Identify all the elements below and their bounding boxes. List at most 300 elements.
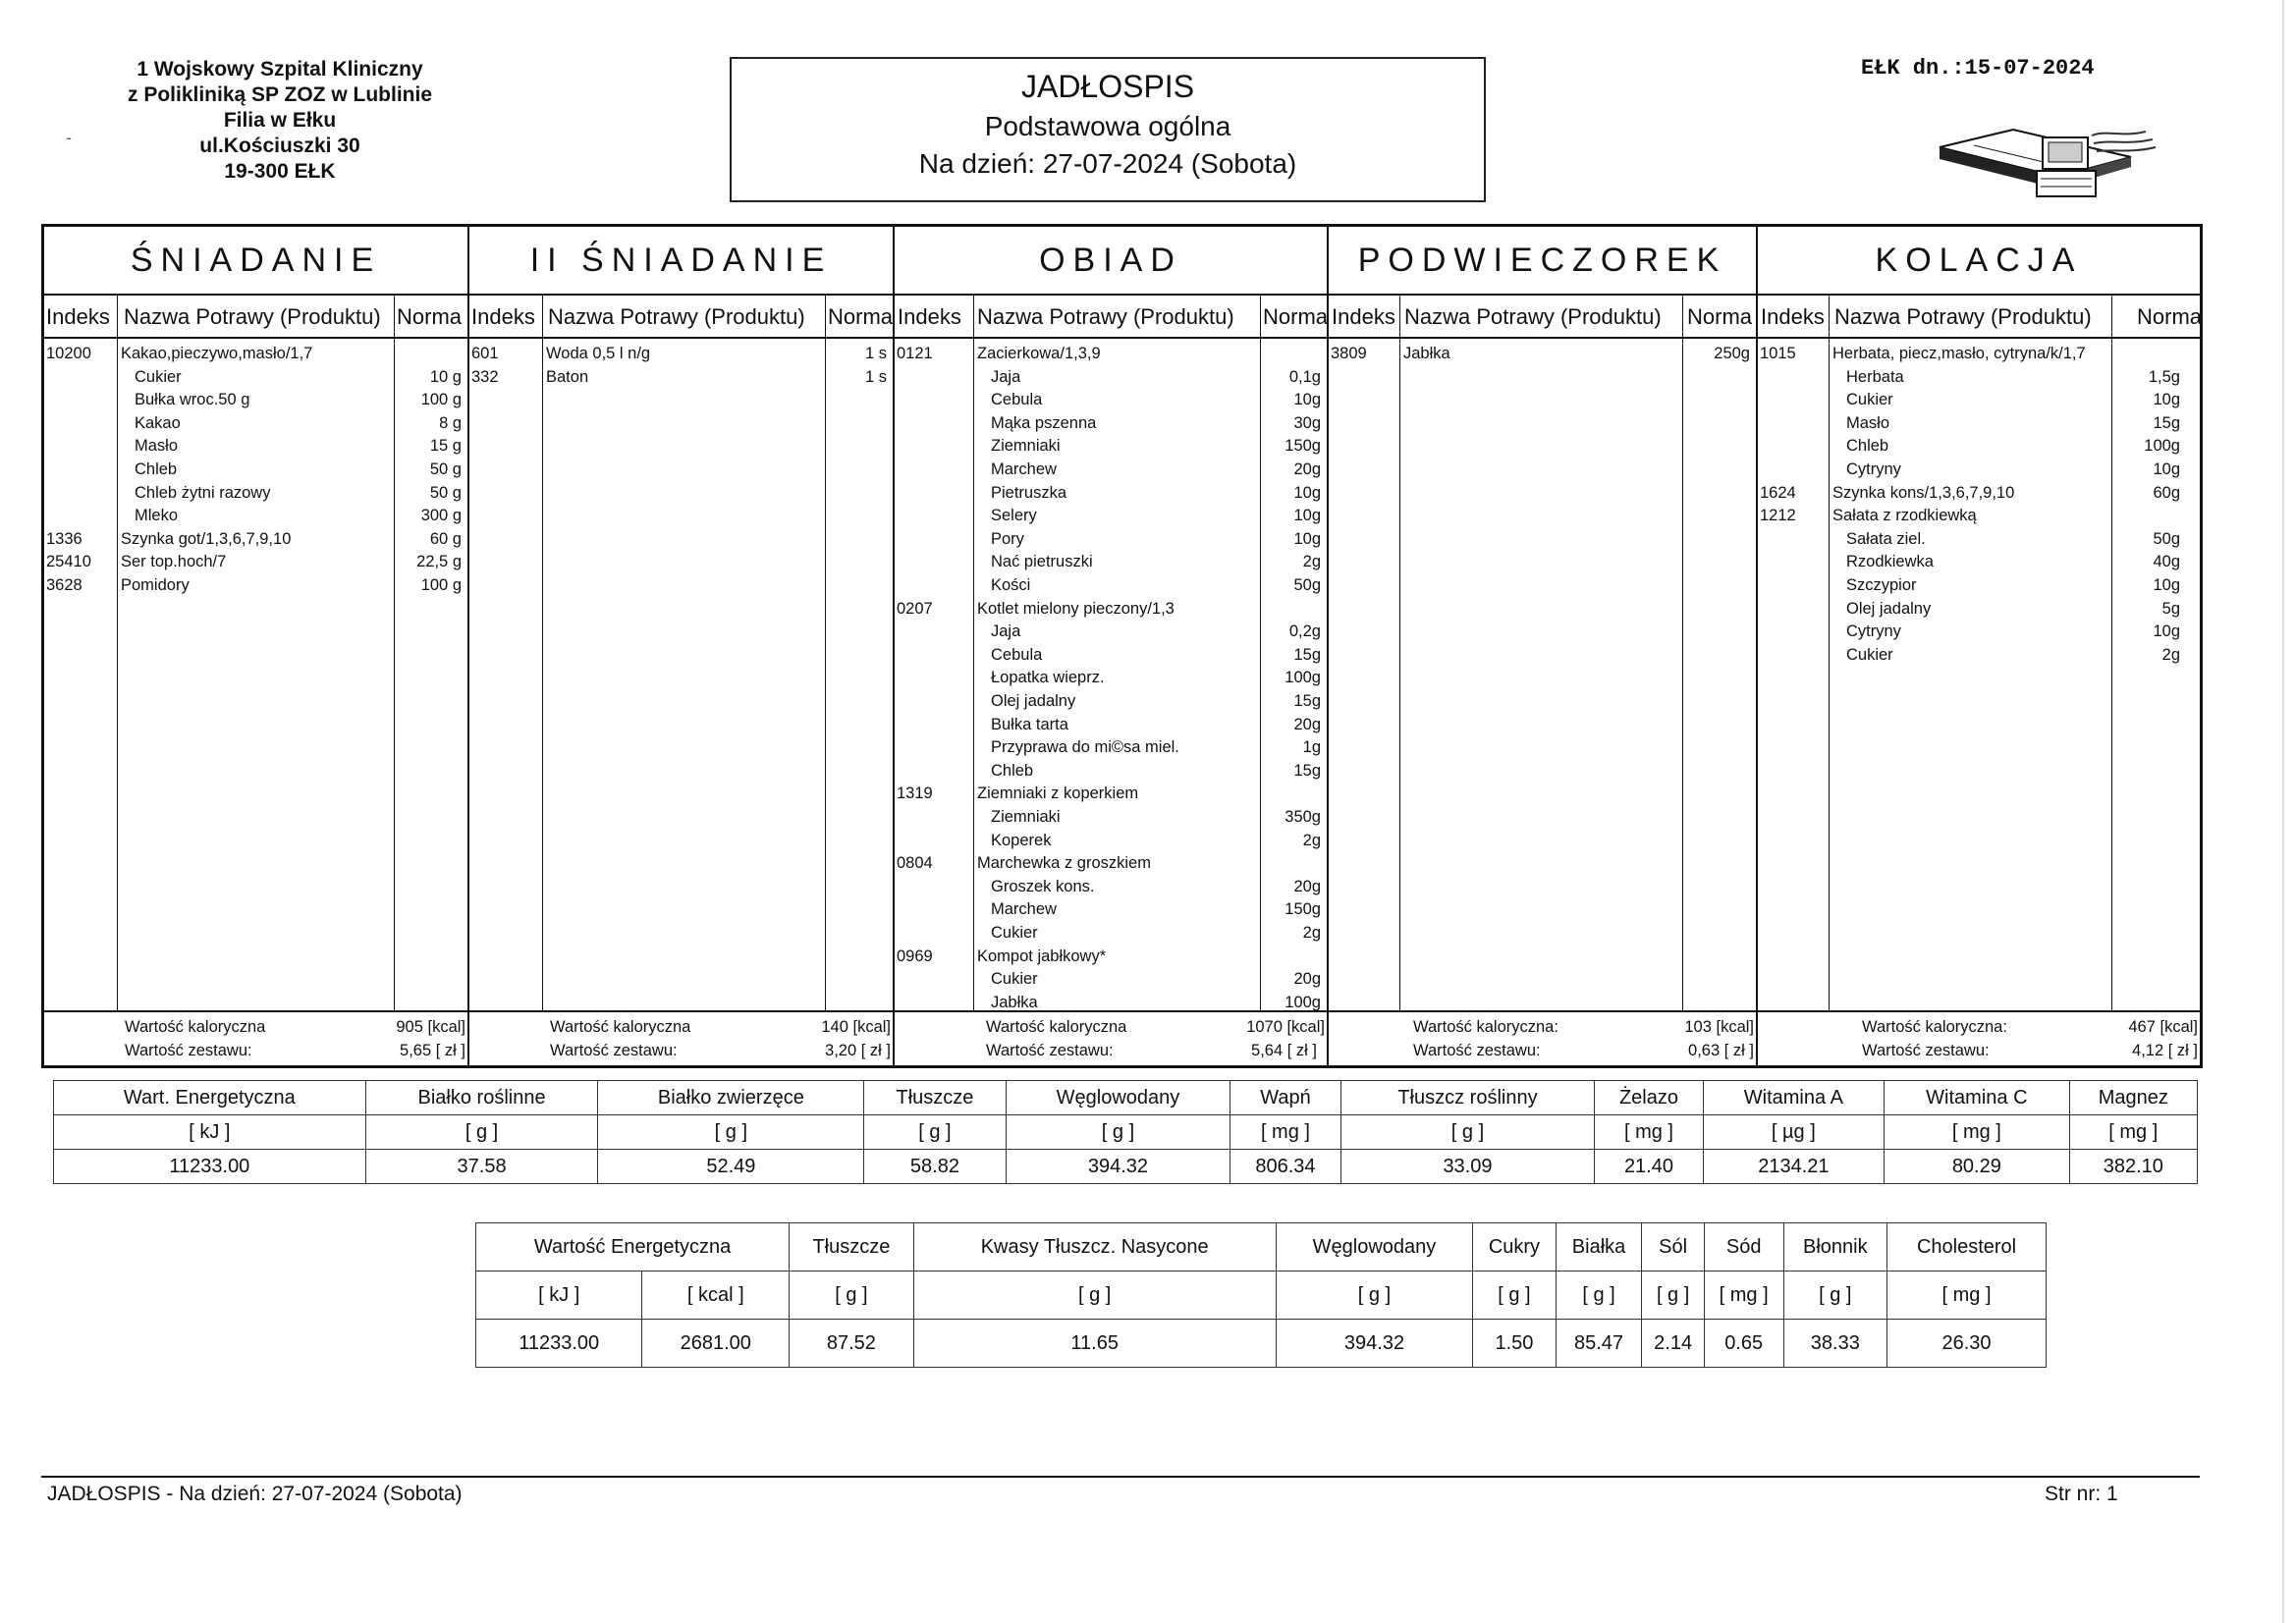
menu-item-row bbox=[1758, 644, 2200, 668]
item-norm: 250g bbox=[1714, 345, 1750, 362]
menu-item-row bbox=[895, 852, 1327, 876]
item-norm: 350g bbox=[1285, 808, 1321, 826]
item-name: Bułka tarta bbox=[991, 715, 1068, 733]
meal-title: II ŚNIADANIE bbox=[469, 227, 893, 296]
menu-item-row bbox=[44, 482, 467, 506]
menu-item-row bbox=[1758, 435, 2200, 459]
name-header: Nazwa Potrawy (Produktu) bbox=[124, 304, 381, 329]
price-value: 0,63 [ zł ] bbox=[1688, 1042, 1754, 1059]
unit-cell: [ g ] bbox=[1473, 1271, 1556, 1320]
meal-lunch bbox=[895, 227, 1329, 1065]
item-name: Pomidory bbox=[121, 576, 190, 594]
kcal-value: 1070 [kcal] bbox=[1246, 1018, 1325, 1036]
item-name: Marchew bbox=[991, 460, 1057, 478]
norm-header: Norma bbox=[828, 304, 894, 329]
header-cell: Tłuszcz roślinny bbox=[1340, 1081, 1595, 1115]
item-name: Cytryny bbox=[1846, 460, 1901, 478]
kcal-value: 140 [kcal] bbox=[821, 1018, 891, 1036]
item-name: Cytryny bbox=[1846, 622, 1901, 641]
menu-item-row bbox=[1758, 528, 2200, 552]
value-row bbox=[54, 1150, 2198, 1184]
column-divider bbox=[2111, 294, 2112, 1012]
menu-item-row bbox=[1758, 389, 2200, 412]
unit-row bbox=[476, 1271, 2047, 1320]
nutrition-table-2 bbox=[475, 1222, 2047, 1368]
header-cell: Białko zwierzęce bbox=[598, 1081, 864, 1115]
unit-cell: [ kJ ] bbox=[54, 1115, 366, 1150]
item-name: Cukier bbox=[991, 924, 1038, 942]
item-name: Jaja bbox=[991, 622, 1021, 641]
scan-edge bbox=[2282, 0, 2284, 1623]
header-cell: Wartość Energetyczna bbox=[476, 1223, 790, 1271]
item-name: Olej jadalny bbox=[1846, 599, 1932, 618]
value-cell: 382.10 bbox=[2069, 1150, 2197, 1184]
item-name: Masło bbox=[1846, 413, 1890, 432]
item-norm: 50g bbox=[2153, 529, 2180, 548]
item-index: 0121 bbox=[897, 345, 933, 362]
item-norm: 1 s bbox=[864, 345, 887, 362]
column-divider bbox=[117, 294, 118, 1012]
column-headers bbox=[1758, 296, 2203, 339]
item-norm: 60 g bbox=[429, 529, 462, 548]
menu-item-row bbox=[895, 621, 1327, 644]
norm-header: Norma bbox=[1263, 304, 1329, 329]
item-name: Cukier bbox=[991, 970, 1038, 989]
unit-cell: [ kJ ] bbox=[476, 1271, 642, 1320]
column-divider bbox=[973, 294, 974, 1012]
column-divider bbox=[1399, 294, 1400, 1012]
value-cell: 26.30 bbox=[1887, 1320, 2047, 1368]
menu-item-row bbox=[895, 667, 1327, 690]
item-name: Pietruszka bbox=[991, 483, 1067, 502]
menu-item-row bbox=[895, 806, 1327, 830]
item-name: Herbata, piecz,masło, cytryna/k/1,7 bbox=[1832, 345, 2086, 362]
item-norm: 0,2g bbox=[1288, 622, 1321, 641]
menu-item-row bbox=[895, 598, 1327, 622]
meal-summary bbox=[44, 1010, 467, 1065]
institution-line: ul.Kościuszki 30 bbox=[199, 135, 360, 157]
menu-item-row bbox=[895, 968, 1327, 992]
page-number: Str nr: 1 bbox=[2045, 1483, 2118, 1505]
unit-cell: [ g ] bbox=[365, 1115, 598, 1150]
value-cell: 58.82 bbox=[864, 1150, 1006, 1184]
unit-cell: [ mg ] bbox=[1704, 1271, 1783, 1320]
index-header: Indeks bbox=[1332, 304, 1395, 329]
item-norm: 60g bbox=[2153, 483, 2180, 502]
item-norm: 22,5 g bbox=[416, 553, 462, 571]
value-cell: 33.09 bbox=[1340, 1150, 1595, 1184]
header-cell: Cholesterol bbox=[1887, 1223, 2047, 1271]
item-name: Zacierkowa/1,3,9 bbox=[977, 345, 1101, 362]
item-norm: 150g bbox=[1285, 437, 1321, 456]
menu-item-row bbox=[1758, 366, 2200, 390]
item-name: Woda 0,5 l n/g bbox=[546, 345, 651, 362]
value-cell: 2.14 bbox=[1642, 1320, 1704, 1368]
item-norm: 0,1g bbox=[1288, 367, 1321, 386]
menu-item-row bbox=[895, 343, 1327, 366]
item-name: Cebula bbox=[991, 391, 1043, 409]
menu-item-row bbox=[895, 830, 1327, 853]
item-name: Kotlet mielony pieczony/1,3 bbox=[977, 599, 1175, 618]
menu-item-row bbox=[1329, 343, 1756, 366]
meal-items bbox=[44, 339, 467, 1016]
value-cell: 11233.00 bbox=[476, 1320, 642, 1368]
item-name: Szynka kons/1,3,6,7,9,10 bbox=[1832, 483, 2015, 502]
menu-item-row bbox=[44, 551, 467, 574]
unit-cell: [ g ] bbox=[598, 1115, 864, 1150]
menu-item-row bbox=[895, 366, 1327, 390]
kcal-label: Wartość kaloryczna: bbox=[1862, 1018, 2007, 1036]
name-header: Nazwa Potrawy (Produktu) bbox=[1404, 304, 1662, 329]
item-norm: 100 g bbox=[420, 576, 462, 594]
header-cell: Węglowodany bbox=[1276, 1223, 1473, 1271]
item-name: Cukier bbox=[135, 367, 182, 386]
item-name: Masło bbox=[135, 437, 179, 456]
item-norm: 300 g bbox=[420, 507, 462, 525]
item-norm: 100g bbox=[1285, 993, 1321, 1011]
menu-item-row bbox=[44, 389, 467, 412]
item-name: Cebula bbox=[991, 645, 1043, 664]
footer-title: JADŁOSPIS - Na dzień: 27-07-2024 (Sobota) bbox=[47, 1483, 463, 1505]
kcal-value: 103 [kcal] bbox=[1684, 1018, 1754, 1036]
unit-cell: [ g ] bbox=[1276, 1271, 1473, 1320]
item-name: Chleb bbox=[135, 460, 178, 478]
item-index: 1336 bbox=[46, 529, 82, 548]
item-name: Kompot jabłkowy* bbox=[977, 947, 1107, 965]
institution-address bbox=[88, 57, 471, 185]
value-cell: 52.49 bbox=[598, 1150, 864, 1184]
item-name: Szczypior bbox=[1846, 576, 1917, 594]
item-index: 332 bbox=[471, 367, 499, 386]
value-cell: 0.65 bbox=[1704, 1320, 1783, 1368]
item-name: Cukier bbox=[1846, 645, 1893, 664]
menu-item-row bbox=[1758, 574, 2200, 598]
meal-afternoon-snack bbox=[1329, 227, 1758, 1065]
header-cell: Węglowodany bbox=[1006, 1081, 1230, 1115]
item-norm: 2g bbox=[1302, 553, 1321, 571]
header-cell: Wart. Energetyczna bbox=[54, 1081, 366, 1115]
kcal-label: Wartość kaloryczna bbox=[986, 1018, 1127, 1036]
menu-item-row bbox=[895, 898, 1327, 922]
name-header: Nazwa Potrawy (Produktu) bbox=[977, 304, 1234, 329]
unit-cell: [ g ] bbox=[790, 1271, 914, 1320]
item-norm: 10g bbox=[1293, 391, 1321, 409]
price-value: 4,12 [ zł ] bbox=[2132, 1042, 2198, 1059]
column-headers bbox=[44, 296, 467, 339]
meal-items bbox=[1758, 339, 2200, 1016]
item-name: Kakao bbox=[135, 413, 181, 432]
header-cell: Kwasy Tłuszcz. Nasycone bbox=[913, 1223, 1276, 1271]
item-norm: 2g bbox=[1302, 924, 1321, 942]
item-norm: 20g bbox=[1293, 460, 1321, 478]
item-name: Koperek bbox=[991, 831, 1052, 849]
column-divider bbox=[1829, 294, 1830, 1012]
value-row bbox=[476, 1320, 2047, 1368]
item-name: Pory bbox=[991, 529, 1024, 548]
item-name: Nać pietruszki bbox=[991, 553, 1093, 571]
column-divider bbox=[542, 294, 543, 1012]
item-norm: 8 g bbox=[439, 413, 462, 432]
item-name: Mleko bbox=[135, 507, 179, 525]
unit-cell: [ g ] bbox=[864, 1115, 1006, 1150]
menu-item-row bbox=[895, 644, 1327, 668]
meal-title: OBIAD bbox=[895, 227, 1327, 296]
meal-title: ŚNIADANIE bbox=[44, 227, 467, 296]
item-norm: 10g bbox=[2153, 622, 2180, 641]
meal-title: KOLACJA bbox=[1758, 227, 2200, 296]
menu-item-row bbox=[1758, 412, 2200, 436]
header-cell: Błonnik bbox=[1783, 1223, 1887, 1271]
item-index: 0969 bbox=[897, 947, 933, 965]
stray-mark: - bbox=[66, 128, 72, 147]
meal-summary bbox=[895, 1010, 1327, 1065]
menu-grid bbox=[41, 224, 2203, 1068]
price-label: Wartość zestawu: bbox=[1862, 1042, 1990, 1059]
norm-header: Norma bbox=[1687, 304, 1753, 329]
item-norm: 10g bbox=[1293, 507, 1321, 525]
menu-item-row bbox=[895, 482, 1327, 506]
item-norm: 15g bbox=[1293, 761, 1321, 780]
item-norm: 20g bbox=[1293, 970, 1321, 989]
menu-item-row bbox=[895, 736, 1327, 760]
value-cell: 38.33 bbox=[1783, 1320, 1887, 1368]
item-norm: 2g bbox=[2161, 645, 2180, 664]
unit-cell: [ g ] bbox=[1006, 1115, 1230, 1150]
menu-item-row bbox=[895, 412, 1327, 436]
institution-line: z Polikliniką SP ZOZ w Lublinie bbox=[128, 83, 432, 106]
item-name: Bułka wroc.50 g bbox=[135, 391, 250, 409]
menu-item-row bbox=[1758, 505, 2200, 528]
value-cell: 80.29 bbox=[1885, 1150, 2069, 1184]
item-name: Kakao,pieczywo,masło/1,7 bbox=[121, 345, 313, 362]
item-name: Rzodkiewka bbox=[1846, 553, 1934, 571]
header-cell: Sól bbox=[1642, 1223, 1704, 1271]
institution-line: 1 Wojskowy Szpital Kliniczny bbox=[137, 58, 423, 81]
menu-item-row bbox=[895, 459, 1327, 482]
meal-items bbox=[469, 339, 893, 1016]
kcal-label: Wartość kaloryczna bbox=[550, 1018, 691, 1036]
value-cell: 87.52 bbox=[790, 1320, 914, 1368]
column-divider bbox=[394, 294, 395, 1012]
item-norm: 10g bbox=[2153, 460, 2180, 478]
menu-item-row bbox=[895, 783, 1327, 806]
item-norm: 15 g bbox=[429, 437, 462, 456]
item-name: Sałata z rzodkiewką bbox=[1832, 507, 1977, 525]
unit-cell: [ µg ] bbox=[1703, 1115, 1885, 1150]
item-name: Marchew bbox=[991, 900, 1057, 919]
institution-line: 19-300 EŁK bbox=[224, 160, 336, 183]
item-name: Sałata ziel. bbox=[1846, 529, 1926, 548]
item-index: 0207 bbox=[897, 599, 933, 618]
item-norm: 10g bbox=[1293, 483, 1321, 502]
item-name: Ziemniaki z koperkiem bbox=[977, 784, 1139, 803]
item-name: Herbata bbox=[1846, 367, 1904, 386]
item-norm: 100g bbox=[1285, 669, 1321, 687]
name-header: Nazwa Potrawy (Produktu) bbox=[1834, 304, 2092, 329]
unit-row bbox=[54, 1115, 2198, 1150]
item-norm: 50 g bbox=[429, 460, 462, 478]
issue-date: EŁK dn.:15-07-2024 bbox=[1861, 56, 2095, 81]
menu-item-row bbox=[895, 435, 1327, 459]
item-norm: 50 g bbox=[429, 483, 462, 502]
item-name: Chleb bbox=[1846, 437, 1889, 456]
header-cell: Cukry bbox=[1473, 1223, 1556, 1271]
column-headers bbox=[1329, 296, 1756, 339]
price-value: 3,20 [ zł ] bbox=[825, 1042, 891, 1059]
price-label: Wartość zestawu: bbox=[986, 1042, 1114, 1059]
book-computer-icon bbox=[1935, 108, 2160, 202]
menu-item-row bbox=[1758, 551, 2200, 574]
item-index: 1015 bbox=[1760, 345, 1796, 362]
unit-cell: [ g ] bbox=[1783, 1271, 1887, 1320]
header-cell: Witamina A bbox=[1703, 1081, 1885, 1115]
header-cell: Magnez bbox=[2069, 1081, 2197, 1115]
menu-date: Na dzień: 27-07-2024 (Sobota) bbox=[918, 148, 1297, 179]
menu-item-row bbox=[44, 412, 467, 436]
item-name: Łopatka wieprz. bbox=[991, 669, 1105, 687]
menu-item-row bbox=[895, 922, 1327, 946]
menu-item-row bbox=[44, 459, 467, 482]
unit-cell: [ mg ] bbox=[1885, 1115, 2069, 1150]
menu-item-row bbox=[895, 714, 1327, 737]
header-cell: Sód bbox=[1704, 1223, 1783, 1271]
unit-cell: [ mg ] bbox=[2069, 1115, 2197, 1150]
item-name: Jabłka bbox=[1403, 345, 1450, 362]
item-index: 0804 bbox=[897, 854, 933, 873]
index-header: Indeks bbox=[898, 304, 961, 329]
menu-item-row bbox=[895, 505, 1327, 528]
item-name: Przyprawa do mi©sa miel. bbox=[991, 738, 1179, 757]
item-index: 1212 bbox=[1760, 507, 1796, 525]
item-norm: 10g bbox=[2153, 576, 2180, 594]
unit-cell: [ mg ] bbox=[1230, 1115, 1340, 1150]
menu-item-row bbox=[44, 435, 467, 459]
item-norm: 10 g bbox=[429, 367, 462, 386]
meal-summary bbox=[1329, 1010, 1756, 1065]
unit-cell: [ g ] bbox=[1340, 1115, 1595, 1150]
index-header: Indeks bbox=[471, 304, 535, 329]
diet-name: Podstawowa ogólna bbox=[984, 111, 1231, 141]
value-cell: 1.50 bbox=[1473, 1320, 1556, 1368]
menu-item-row bbox=[44, 574, 467, 598]
item-norm: 50g bbox=[1293, 576, 1321, 594]
item-index: 1319 bbox=[897, 784, 933, 803]
menu-item-row bbox=[895, 551, 1327, 574]
item-name: Ziemniaki bbox=[991, 808, 1061, 826]
menu-item-row bbox=[895, 946, 1327, 969]
norm-header: Norma bbox=[397, 304, 463, 329]
unit-cell: [ mg ] bbox=[1887, 1271, 2047, 1320]
meal-supper bbox=[1758, 227, 2203, 1065]
item-index: 3809 bbox=[1331, 345, 1367, 362]
item-name: Jaja bbox=[991, 367, 1021, 386]
item-norm: 100 g bbox=[420, 391, 462, 409]
menu-item-row bbox=[469, 366, 893, 390]
unit-cell: [ kcal ] bbox=[642, 1271, 790, 1320]
meal-items bbox=[895, 339, 1327, 1016]
menu-item-row bbox=[895, 574, 1327, 598]
column-divider bbox=[1682, 294, 1683, 1012]
item-index: 601 bbox=[471, 345, 499, 362]
institution-line: Filia w Ełku bbox=[223, 109, 337, 132]
item-norm: 100g bbox=[2144, 437, 2180, 456]
item-norm: 15g bbox=[2153, 413, 2180, 432]
kcal-label: Wartość kaloryczna: bbox=[1413, 1018, 1558, 1036]
footer-divider bbox=[41, 1476, 2200, 1478]
index-header: Indeks bbox=[1761, 304, 1825, 329]
item-name: Selery bbox=[991, 507, 1037, 525]
value-cell: 21.40 bbox=[1595, 1150, 1703, 1184]
value-cell: 2134.21 bbox=[1703, 1150, 1885, 1184]
item-index: 1624 bbox=[1760, 483, 1796, 502]
nutrition-table-1 bbox=[53, 1080, 2198, 1184]
item-norm: 10g bbox=[2153, 391, 2180, 409]
menu-item-row bbox=[1758, 598, 2200, 622]
menu-item-row bbox=[1758, 343, 2200, 366]
header-cell: Żelazo bbox=[1595, 1081, 1703, 1115]
item-name: Kości bbox=[991, 576, 1031, 594]
item-name: Ziemniaki bbox=[991, 437, 1061, 456]
price-value: 5,64 [ zł ] bbox=[1251, 1042, 1317, 1059]
value-cell: 11233.00 bbox=[54, 1150, 366, 1184]
meal-summary bbox=[1758, 1010, 2200, 1065]
value-cell: 394.32 bbox=[1276, 1320, 1473, 1368]
value-cell: 2681.00 bbox=[642, 1320, 790, 1368]
item-name: Baton bbox=[546, 367, 589, 386]
column-headers bbox=[895, 296, 1327, 339]
value-cell: 11.65 bbox=[913, 1320, 1276, 1368]
item-name: Ser top.hoch/7 bbox=[121, 553, 227, 571]
menu-item-row bbox=[895, 876, 1327, 899]
header-cell: Witamina C bbox=[1885, 1081, 2069, 1115]
name-header: Nazwa Potrawy (Produktu) bbox=[548, 304, 805, 329]
menu-item-row bbox=[44, 505, 467, 528]
item-norm: 40g bbox=[2153, 553, 2180, 571]
menu-item-row bbox=[469, 343, 893, 366]
item-norm: 15g bbox=[1293, 692, 1321, 710]
item-index: 10200 bbox=[46, 345, 91, 362]
menu-item-row bbox=[1758, 621, 2200, 644]
header-cell: Tłuszcze bbox=[790, 1223, 914, 1271]
document-title: JADŁOSPIS bbox=[1020, 69, 1195, 104]
item-norm: 5g bbox=[2161, 599, 2180, 618]
item-norm: 10g bbox=[1293, 529, 1321, 548]
item-norm: 15g bbox=[1293, 645, 1321, 664]
menu-item-row bbox=[1758, 459, 2200, 482]
item-name: Chleb bbox=[991, 761, 1034, 780]
unit-cell: [ g ] bbox=[1556, 1271, 1642, 1320]
item-name: Szynka got/1,3,6,7,9,10 bbox=[121, 529, 292, 548]
menu-item-row bbox=[895, 528, 1327, 552]
meal-breakfast bbox=[44, 227, 469, 1065]
item-norm: 1g bbox=[1302, 738, 1321, 757]
item-norm: 1 s bbox=[864, 367, 887, 386]
value-cell: 85.47 bbox=[1556, 1320, 1642, 1368]
meal-title: PODWIECZOREK bbox=[1329, 227, 1756, 296]
menu-item-row bbox=[1758, 482, 2200, 506]
unit-cell: [ mg ] bbox=[1595, 1115, 1703, 1150]
norm-header: Norma bbox=[2137, 304, 2203, 329]
menu-item-row bbox=[895, 690, 1327, 714]
item-index: 3628 bbox=[46, 576, 82, 594]
price-label: Wartość zestawu: bbox=[550, 1042, 678, 1059]
item-norm: 30g bbox=[1293, 413, 1321, 432]
menu-item-row bbox=[44, 366, 467, 390]
column-headers bbox=[469, 296, 893, 339]
meal-summary bbox=[469, 1010, 893, 1065]
item-norm: 20g bbox=[1293, 877, 1321, 895]
column-divider bbox=[1260, 294, 1261, 1012]
